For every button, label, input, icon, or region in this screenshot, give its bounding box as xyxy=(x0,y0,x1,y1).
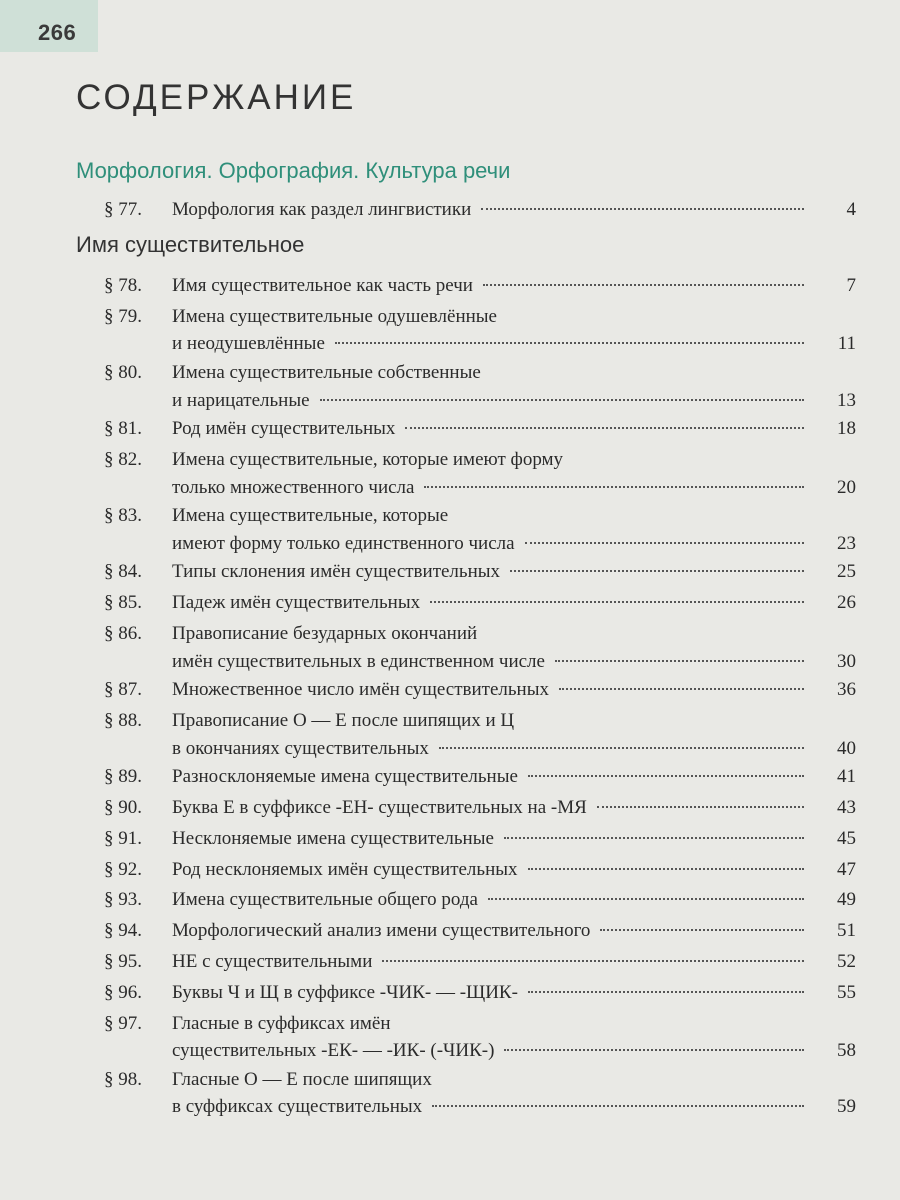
page-ref: 47 xyxy=(837,858,856,880)
page-ref: 52 xyxy=(837,951,856,972)
entry-title-line: Морфология как раздел лингвистики xyxy=(172,199,472,220)
dot-leader xyxy=(481,208,804,210)
section-number: § 96. xyxy=(104,981,142,1003)
section-number: § 97. xyxy=(104,1012,142,1034)
entry-title-line: и нарицательные xyxy=(172,389,310,411)
dot-leader xyxy=(335,342,804,344)
section-number: § 80. xyxy=(104,362,142,383)
page-title: СОДЕРЖАНИЕ xyxy=(76,78,357,117)
section-number: § 84. xyxy=(104,561,142,583)
entry-title-line: Правописание безударных окончаний xyxy=(172,623,478,644)
page-number: 266 xyxy=(38,20,77,45)
section-number: § 79. xyxy=(104,305,142,327)
section-number: § 98. xyxy=(104,1068,142,1090)
page-ref: 20 xyxy=(837,476,856,498)
page-ref: 23 xyxy=(837,532,856,554)
entry-title-line: Множественное число имён существительных xyxy=(172,679,549,701)
entry-title-line: Разносклоняемые имена существительные xyxy=(172,766,518,788)
section-number: § 88. xyxy=(104,710,142,731)
entry-title-line: Имя существительное как часть речи xyxy=(172,275,473,296)
page-ref: 55 xyxy=(837,981,856,1003)
page-ref: 43 xyxy=(837,797,856,818)
dot-leader xyxy=(528,775,804,777)
page-ref: 30 xyxy=(837,650,856,672)
page-ref: 26 xyxy=(837,592,856,614)
entry-title-line: имеют форму только единственного числа xyxy=(172,532,515,554)
entry-title-line: Несклоняемые имена существительные xyxy=(172,827,494,849)
entry-title-line: в окончаниях существительных xyxy=(172,737,429,759)
section-number: § 86. xyxy=(104,623,142,644)
entry-title-line: имён существительных в единственном числе xyxy=(172,650,545,672)
section-number: § 78. xyxy=(104,275,142,296)
page-ref: 51 xyxy=(837,920,856,942)
section-number: § 85. xyxy=(104,592,142,614)
entry-title-line: Род имён существительных xyxy=(172,418,396,440)
dot-leader xyxy=(430,601,804,603)
section-number: § 87. xyxy=(104,679,142,701)
entry-title-line: Имена существительные, которые xyxy=(172,505,449,527)
entry-title-line: Имена существительные общего рода xyxy=(172,889,478,911)
entry-title-line: Гласные в суффиксах имён xyxy=(172,1012,391,1034)
page-ref: 13 xyxy=(837,389,856,411)
dot-leader xyxy=(555,660,804,662)
section-number: § 82. xyxy=(104,449,142,470)
dot-leader xyxy=(525,542,804,544)
entry-title-line: Падеж имён существительных xyxy=(172,592,421,614)
dot-leader xyxy=(439,747,804,749)
dot-leader xyxy=(600,929,804,931)
page-ref: 40 xyxy=(837,737,856,759)
page-ref: 18 xyxy=(837,418,856,440)
dot-leader xyxy=(510,570,804,572)
page-ref: 49 xyxy=(837,889,856,911)
page-ref: 25 xyxy=(837,561,856,583)
section-number: § 93. xyxy=(104,889,142,911)
section-number: § 95. xyxy=(104,951,142,972)
dot-leader xyxy=(504,837,804,839)
entry-title-line: Имена существительные, которые имеют форму xyxy=(172,449,564,470)
entry-title-line: Правописание О — Е после шипящих и Ц xyxy=(172,710,515,731)
section-number: § 94. xyxy=(104,920,142,942)
section-number: § 77. xyxy=(104,199,142,220)
dot-leader xyxy=(432,1105,804,1107)
section-number: § 89. xyxy=(104,766,142,788)
dot-leader xyxy=(597,806,804,808)
entry-title-line: Имена существительные одушевлённые xyxy=(172,305,497,327)
dot-leader xyxy=(528,991,804,993)
section-number: § 91. xyxy=(104,827,142,849)
entry-title-line: и неодушевлённые xyxy=(172,333,325,355)
entry-title-line: НЕ с существительными xyxy=(172,951,373,972)
dot-leader xyxy=(559,688,804,690)
entry-title-line: Морфологический анализ имени существительного xyxy=(172,920,591,942)
dot-leader xyxy=(483,284,804,286)
section-number: § 81. xyxy=(104,418,142,440)
entry-title-line: Буква Е в суффиксе -ЕН- существительных на -МЯ xyxy=(172,797,587,818)
dot-leader xyxy=(405,427,804,429)
section-number: § 90. xyxy=(104,797,142,818)
entry-title-line: Типы склонения имён существительных xyxy=(172,561,501,583)
section-number: § 83. xyxy=(104,505,142,527)
dot-leader xyxy=(528,868,804,870)
page-ref: 41 xyxy=(837,766,856,788)
page-ref: 36 xyxy=(837,679,856,701)
entry-title-line: Гласные О — Е после шипящих xyxy=(172,1068,432,1090)
page-ref: 7 xyxy=(846,275,856,296)
entry-title-line: Имена существительные собственные xyxy=(172,362,481,383)
dot-leader xyxy=(320,399,804,401)
section-title: Имя существительное xyxy=(76,232,305,257)
page-ref: 58 xyxy=(837,1040,856,1062)
entry-title-line: существительных -ЕК- — -ИК- (-ЧИК-) xyxy=(172,1040,495,1062)
section-number: § 92. xyxy=(104,858,142,880)
dot-leader xyxy=(504,1049,804,1051)
page-ref: 4 xyxy=(846,199,856,220)
entry-title-line: в суффиксах существительных xyxy=(172,1096,423,1118)
section-title: Морфология. Орфография. Культура речи xyxy=(76,158,511,183)
page-ref: 59 xyxy=(837,1096,856,1118)
dot-leader xyxy=(424,486,804,488)
page-ref: 11 xyxy=(837,333,856,355)
entry-title-line: только множественного числа xyxy=(172,476,415,498)
page-ref: 45 xyxy=(837,827,856,849)
dot-leader xyxy=(488,898,804,900)
entry-title-line: Род несклоняемых имён существительных xyxy=(172,858,518,880)
dot-leader xyxy=(382,960,804,962)
entry-title-line: Буквы Ч и Щ в суффиксе -ЧИК- — -ЩИК- xyxy=(172,981,518,1003)
